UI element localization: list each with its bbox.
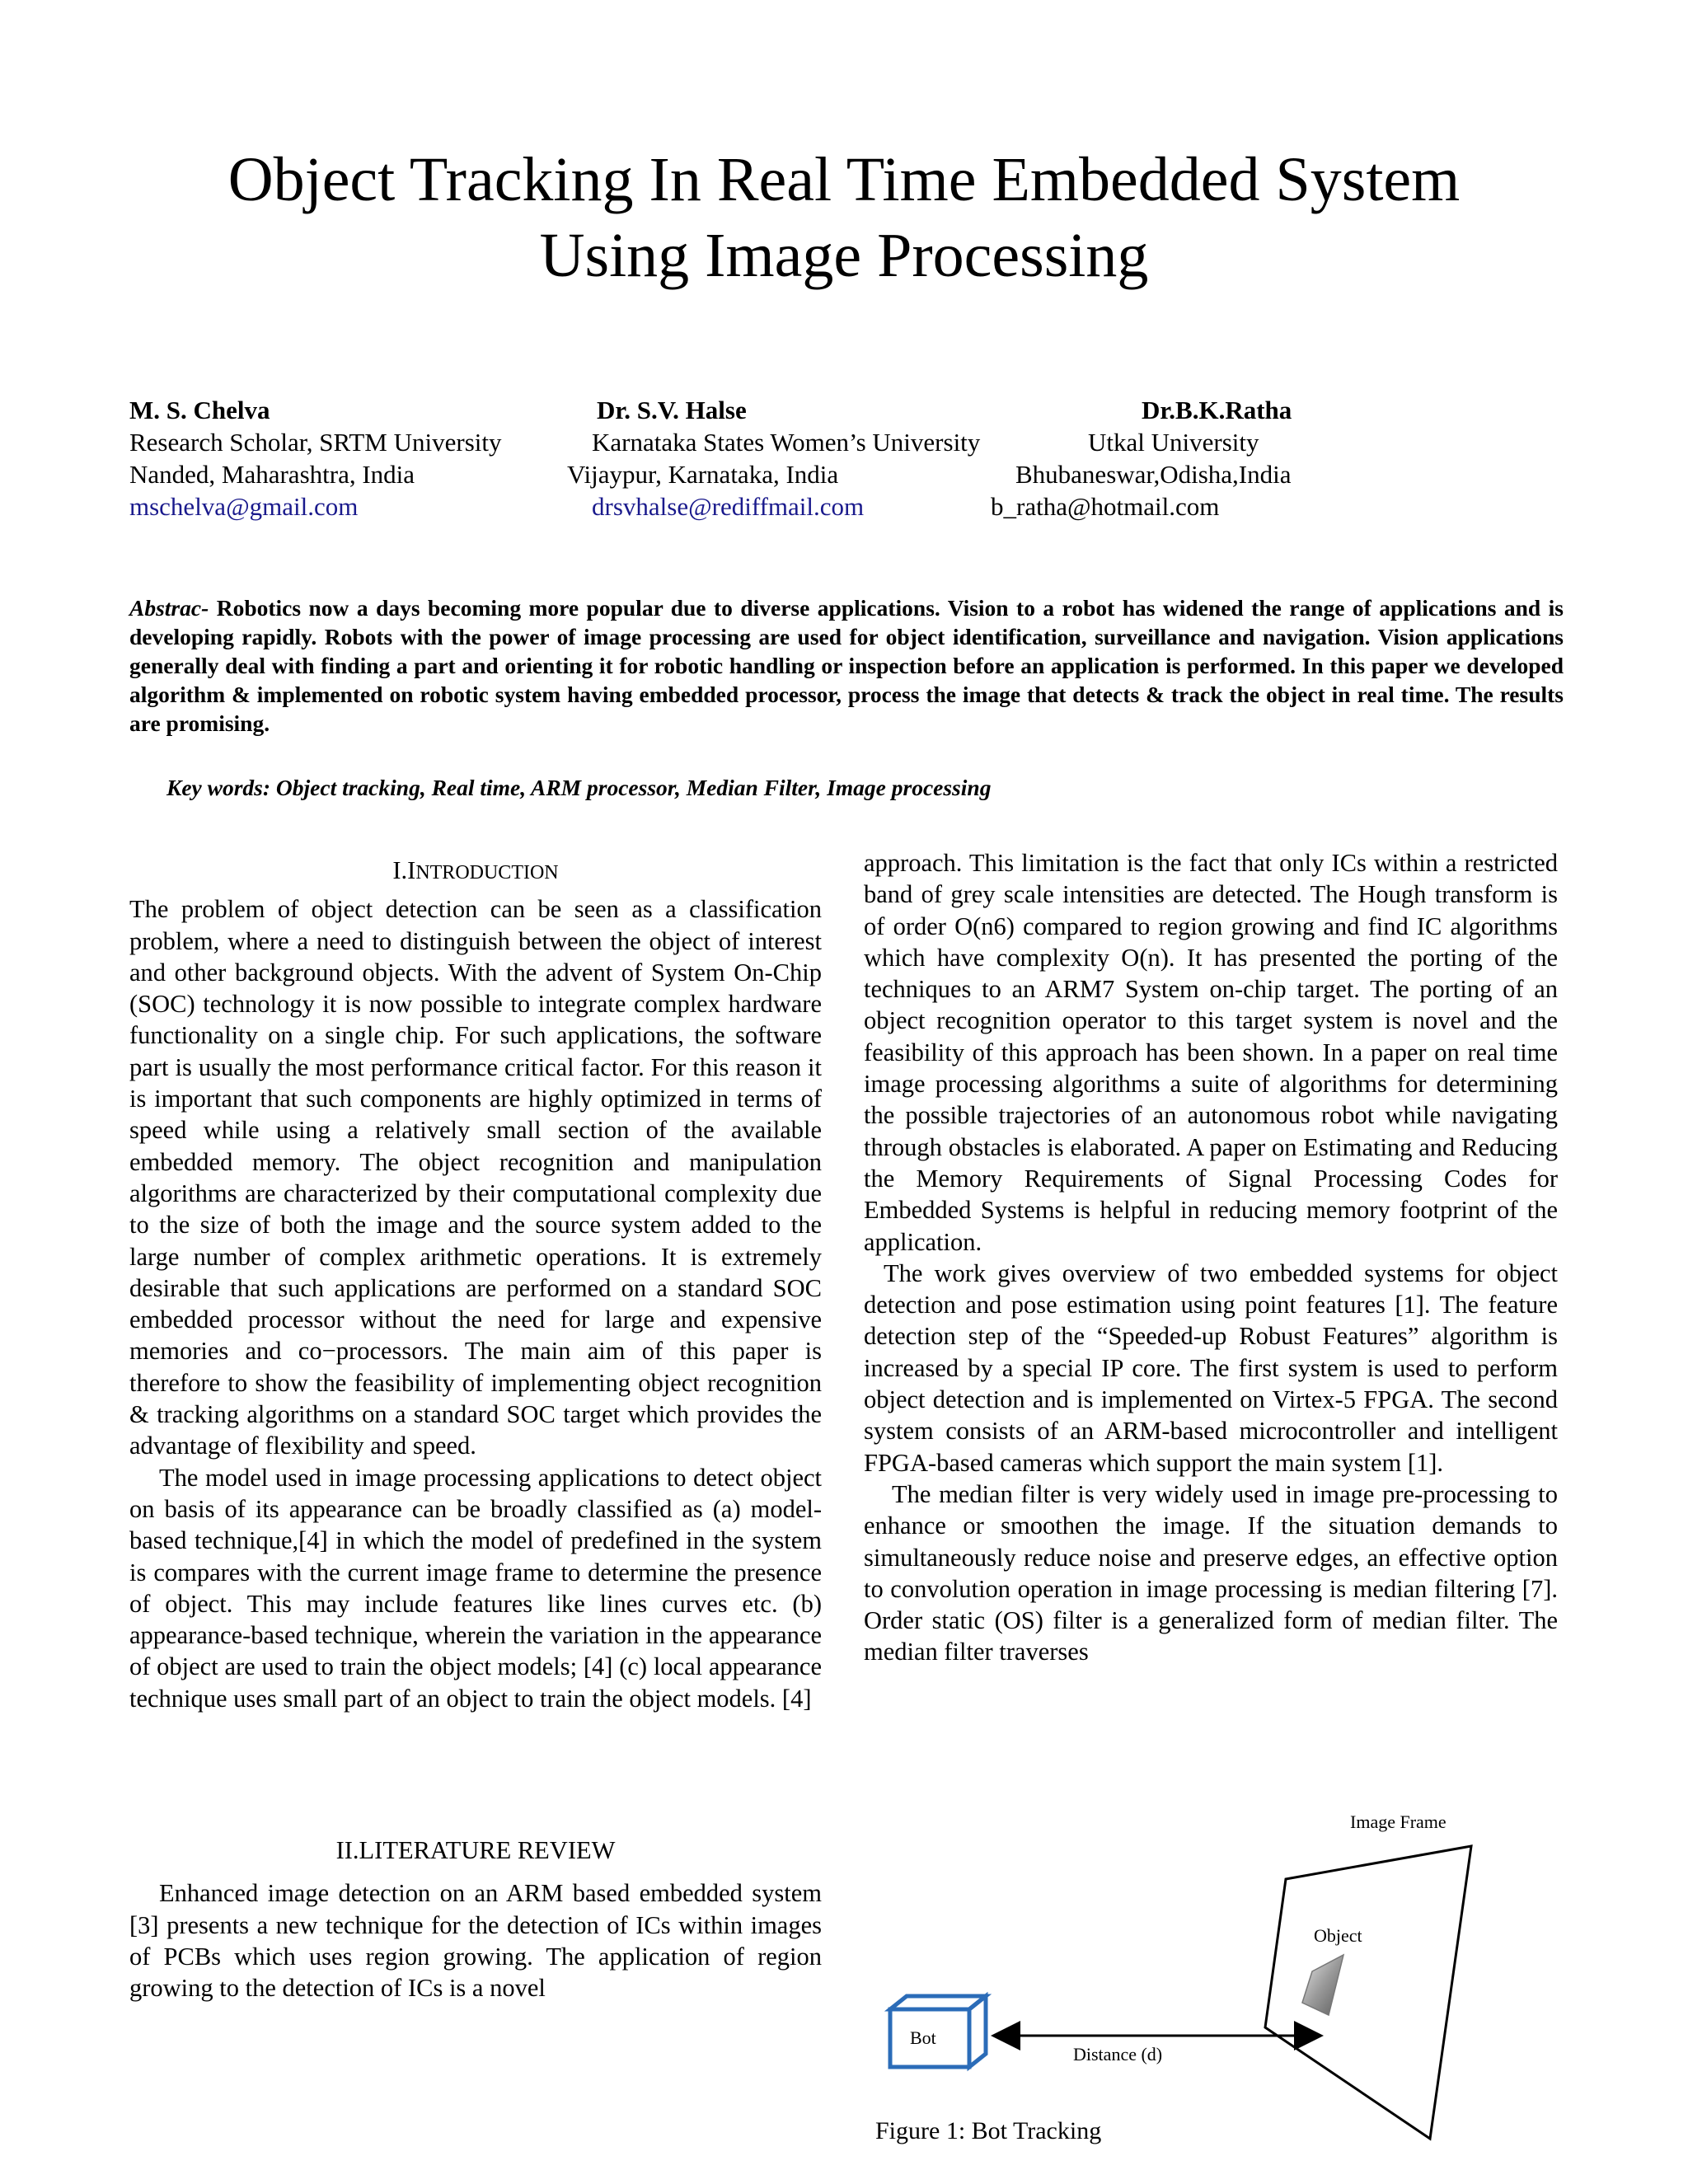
- intro-heading: [129, 855, 822, 888]
- title-line-2: Using Image Processing: [539, 221, 1149, 290]
- lit-heading: II.LITERATURE REVIEW: [335, 1836, 616, 1864]
- title-line-1: Object Tracking In Real Time Embedded System: [227, 145, 1461, 214]
- paper-title: [0, 142, 1688, 293]
- author-affiliation: Utkal University: [1088, 428, 1259, 457]
- object-label: Object: [1314, 1925, 1362, 1946]
- intro-paragraph-1: The problem of object detection can be seen as a classification problem, where a need to distinguish between the object of interest and other background objects. With the advent of System On-Chip (SOC) technology it is now possible to integrate complex hardware functionality on a single chip. For such applications, the software part is usually the most performance critical factor. For this reason it is important that such components are highly optimized in terms of speed while using a relatively small section of the available embedded memory. The object recognition and manipulation algorithms are characterized by their computational complexity due to the size of both the image and the source system added to the large number of complex arithmetic operations. It is extremely desirable that such applications are performed on a standard SOC embedded processor without the need for large and expensive memories and co−processors. The main aim of this paper is therefore to show the feasibility of implementing object recognition & tracking algorithms on a standard SOC target which provides the advantage of flexibility and speed.: [129, 895, 822, 1460]
- figure-caption: Figure 1: Bot Tracking: [875, 2117, 1102, 2144]
- abstract: [129, 593, 1564, 738]
- author-name: Dr.B.K.Ratha: [1142, 396, 1292, 424]
- author-block-3: [991, 394, 1312, 523]
- right-paragraph-1: approach. This limitation is the fact that only ICs within a restricted band of grey scale intensities are detected. The Hough transform is of order O(n6) compared to region growing and find IC algorithms which have complexity O(n). It has presented the porting of the techniques to an ARM7 System on-chip target. The porting of an object recognition operator to this target system is novel and the feasibility of this approach has been shown. In a paper on real time image processing algorithms a suite of algorithms for determining the possible trajectories of an autonomous robot while navigating through obstacles is elaborated. A paper on Estimating and Reducing the Memory Requirements of Signal Processing Codes for Embedded Systems is helpful in reducing memory footprint of the application.: [864, 849, 1558, 1256]
- author-email[interactable]: drsvhalse@rediffmail.com: [592, 492, 865, 521]
- right-column: [864, 847, 1558, 1668]
- intro-heading-rest: NTRODUCTION: [415, 862, 559, 883]
- lit-paragraph-1: Enhanced image detection on an ARM based embedded system [3] presents a new technique for the detection of ICs within images of PCBs which uses region growing. The application of region growing to the detection of ICs is a novel: [129, 1879, 822, 2003]
- abstract-label: Abstrac-: [129, 595, 209, 621]
- right-paragraph-3: The median filter is very widely used in image pre-processing to enhance or smoothen the image. If the situation demands to simultaneously reduce noise and preserve edges, an effective option to convolution operation in image processing is median filtering [7]. Order static (OS) filter is a generalized form of median filter. The median filter traverses: [864, 1479, 1558, 1666]
- bot-label: Bot: [910, 2027, 936, 2048]
- keywords: Key words: Object tracking, Real time, ARM processor, Median Filter, Image processing: [166, 775, 992, 800]
- author-affiliation: Research Scholar, SRTM University: [129, 428, 502, 457]
- figure-bot-tracking: [857, 1797, 1582, 2184]
- distance-label: Distance (d): [1073, 2044, 1163, 2064]
- image-frame-label: Image Frame: [1350, 1811, 1447, 1832]
- author-location: Nanded, Maharashtra, India: [129, 460, 415, 489]
- intro-paragraph-2: The model used in image processing applications to detect object on basis of its appearance can be broadly classified as (a) model-based technique,[4] in which the model of predefined in the system is compares with the current image frame to determine the presence of object. This may include features like lines curves etc. (b) appearance-based technique, wherein the variation in the appearance of object are used to train the object models; [4] (c) local appearance technique uses small part of an object to train the object models. [4]: [129, 1463, 822, 1713]
- abstract-text: Robotics now a days becoming more popular due to diverse applications. Vision to a robot has widened the range of applications and is developing rapidly. Robots with the power of image processing are used for object identification, surveillance and navigation. Vision applications generally deal with finding a part and orienting it for robotic handling or inspection before an application is performed. In this paper we developed algorithm & implemented on robotic system having embedded processor, process the image that detects & track the object in real time. The results are promising.: [129, 595, 1564, 736]
- author-affiliation: Karnataka States Women’s University: [592, 428, 981, 457]
- author-location: Vijaypur, Karnataka, India: [567, 460, 839, 489]
- bot-box-side: [969, 1996, 986, 2067]
- image-frame-shape: [1265, 1846, 1471, 2139]
- author-email: b_ratha@hotmail.com: [991, 492, 1220, 521]
- author-block-1: [129, 394, 501, 523]
- lit-section: [129, 1835, 822, 2004]
- author-block-2: [567, 394, 981, 523]
- author-email[interactable]: mschelva@gmail.com: [129, 492, 359, 521]
- left-column: [129, 855, 822, 1714]
- right-paragraph-2: The work gives overview of two embedded systems for object detection and pose estimation using point features [1]. The feature detection step of the “Speeded-up Robust Features” algorithm is increased by a special IP core. The first system is used to perform object detection and is implemented on Virtex-5 FPGA. The second system consists of an ARM-based microcontroller and intelligent FPGA-based cameras which support the main system [1].: [864, 1258, 1558, 1477]
- intro-heading-prefix: I.I: [392, 856, 416, 884]
- author-location: Bhubaneswar,Odisha,India: [1015, 460, 1292, 489]
- author-name: M. S. Chelva: [129, 396, 270, 424]
- object-shape: [1302, 1955, 1343, 2015]
- author-name: Dr. S.V. Halse: [597, 396, 747, 424]
